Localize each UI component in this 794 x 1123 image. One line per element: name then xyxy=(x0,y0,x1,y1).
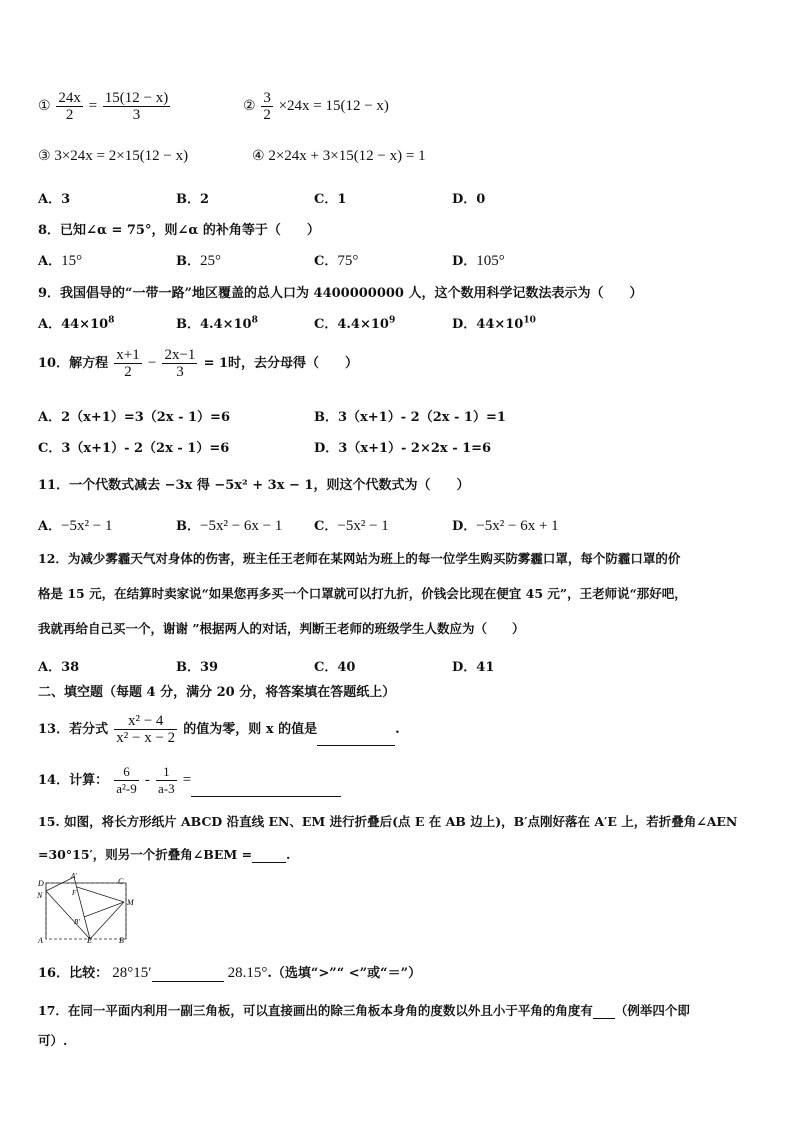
q13-answer-blank[interactable] xyxy=(317,731,395,746)
q13-stem: 13．若分式 $\frac{\text{x² − 4}}{\text{x² − x − 2}}$ 的值为零，则 x 的值是 . xyxy=(38,713,400,746)
q16-stem: 16．比较： 28°15′ 28.15°.（选填“>”“ <”或“＝”） xyxy=(38,965,422,981)
rectangle-outline xyxy=(46,883,126,939)
q12-option-a: A．38 xyxy=(38,660,80,675)
q12-option-c: C．40 xyxy=(314,660,356,675)
q12-line3: 我就再给自己买一个，谢谢 ”根据两人的对话，判断王老师的班级学生人数应为（ ） xyxy=(38,621,525,636)
q10-stem: 10．解方程 $\frac{x+1}{2}$ − $\frac{2x-1}{3}$ = 1时，去分母得（ ） xyxy=(38,347,359,380)
q9-option-a: A．$44\times 10^8$ xyxy=(38,315,115,332)
q9-option-d: D．$44\times 10^{10}$ xyxy=(452,315,536,332)
q10-option-d: D．3（x+1）- 2×2x - 1=6 xyxy=(314,441,492,456)
label-a-prime: A′ xyxy=(71,872,77,880)
q11-option-c: C．−5x² − 1 xyxy=(314,518,389,534)
q8-option-d: D．105° xyxy=(452,253,505,269)
q7-option-b: B．2 xyxy=(176,192,210,207)
q12-line1: 12．为减少雾霾天气对身体的伤害，班主任王老师在某网站为班上的每一位学生购买防雾霾口罩，每个防霾口罩的价 xyxy=(38,551,681,566)
q8-stem: 8．已知∠α = 75°，则∠α 的补角等于（ ） xyxy=(38,223,320,238)
folded-edge-bm xyxy=(84,902,124,917)
q7-eq4: ④ 2×24x + 3×15(12 − x) = 1 xyxy=(252,148,426,164)
q14-stem: 14．计算： $\frac{6}{\text{a²-9}}$ - $\frac{1}{a-3}$ = xyxy=(38,764,341,797)
label-a: A xyxy=(38,936,43,944)
q16-answer-blank[interactable] xyxy=(152,967,224,982)
q7-eq1: ① $\frac{24x}{2}$ = $\frac{15(12 - x)}{3}$ xyxy=(38,90,169,123)
q9-option-b: B．$4.4\times 10^8$ xyxy=(176,315,258,332)
q11-option-b: B．−5x² − 6x − 1 xyxy=(176,518,283,534)
q15-figure xyxy=(34,872,138,944)
q15-line1: 15. 如图，将长方形纸片 ABCD 沿直线 EN、EM 进行折叠后(点 E 在 AB 边上)，B′点刚好落在 A′E 上，若折叠角∠AEN xyxy=(38,814,738,829)
q11-option-d: D．−5x² − 6x + 1 xyxy=(452,518,559,534)
q7-option-d: D．0 xyxy=(452,192,486,207)
q9-stem: 9．我国倡导的“一带一路”地区覆盖的总人口为 4400000000 人，这个数用科学记数法表示为（ ） xyxy=(38,286,643,301)
label-b: B xyxy=(119,936,124,944)
q7-eq2: ② $\frac{3}{2}$ ×24x = 15(12 − x) xyxy=(243,90,389,123)
q12-line2: 格是 15 元，在结算时卖家说“如果您再多买一个口罩就可以打九折，价钱会比现在便宜 45 元”，王老师说“那好吧， xyxy=(38,586,687,601)
label-b-prime: B′ xyxy=(74,918,80,926)
q12-option-b: B．39 xyxy=(176,660,219,675)
folded-edge-na xyxy=(46,877,74,891)
q8-option-a: A．15° xyxy=(38,253,83,269)
q10-option-b: B．3（x+1）- 2（2x - 1）=1 xyxy=(314,410,506,425)
section-heading: 二、填空题（每题 4 分，满分 20 分，将答案填在答题纸上） xyxy=(38,685,396,700)
q10-option-c: C．3（x+1）- 2（2x - 1）=6 xyxy=(38,441,230,456)
q8-option-c: C．75° xyxy=(314,253,359,269)
fold-em xyxy=(90,902,124,939)
q8-option-b: B．25° xyxy=(176,253,221,269)
label-c: C xyxy=(118,877,124,886)
q11-stem: 11．一个代数式减去 −3x 得 −5x² + 3x − 1，则这个代数式为（ ） xyxy=(38,478,470,493)
label-f: F xyxy=(72,889,77,897)
folded-edge-fm xyxy=(77,887,124,902)
q7-option-a: A．3 xyxy=(38,192,71,207)
q11-option-a: A．−5x² − 1 xyxy=(38,518,113,534)
q17-line1: 17．在同一平面内利用一副三角板，可以直接画出的除三角板本身角的度数以外且小于平角的角度有 （例举四个即 xyxy=(38,1003,690,1018)
label-n: N xyxy=(37,891,43,900)
q15-line2: =30°15′，则另一个折叠角∠BEM = . xyxy=(38,847,291,862)
label-e: E xyxy=(87,936,92,944)
q17-answer-blank[interactable] xyxy=(593,1005,615,1019)
q12-option-d: D．41 xyxy=(452,660,495,675)
q7-option-c: C．1 xyxy=(314,192,347,207)
q17-line2: 可）. xyxy=(38,1033,68,1048)
label-m: M xyxy=(127,898,134,907)
q15-answer-blank[interactable] xyxy=(252,849,286,863)
q10-option-a: A．2（x+1）=3（2x - 1）=6 xyxy=(38,410,230,425)
label-d: D xyxy=(38,879,44,888)
q14-answer-blank[interactable] xyxy=(191,782,341,797)
q9-option-c: C．$4.4\times 10^9$ xyxy=(314,315,396,332)
q7-eq3: ③ 3×24x = 2×15(12 − x) xyxy=(38,148,189,164)
